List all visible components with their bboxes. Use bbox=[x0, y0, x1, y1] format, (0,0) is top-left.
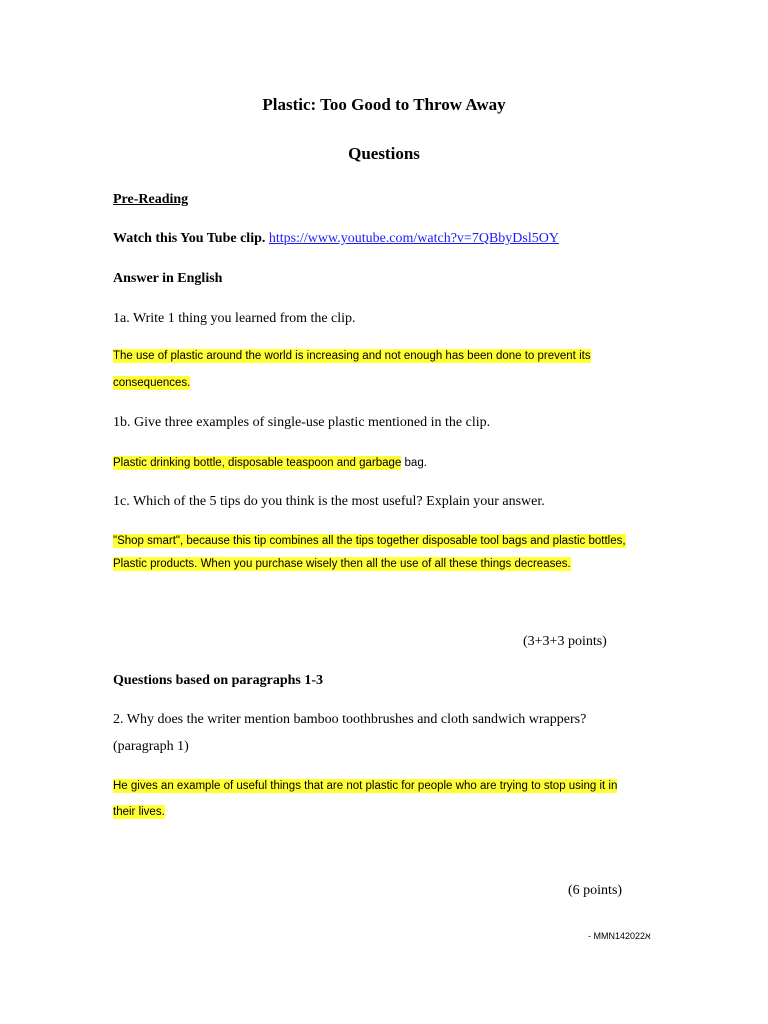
question-2-line1: 2. Why does the writer mention bamboo toothbrushes and cloth sandwich wrappers? bbox=[113, 712, 587, 727]
question-1b: 1b. Give three examples of single-use plastic mentioned in the clip. bbox=[113, 415, 491, 430]
youtube-link[interactable]: https://www.youtube.com/watch?v=7QBbyDsl5OY bbox=[268, 231, 559, 246]
answer-2-line2-text: their lives. bbox=[113, 806, 165, 818]
answer-1a-line1 bbox=[113, 349, 591, 363]
question-2-line2: (paragraph 1) bbox=[113, 739, 189, 754]
question-1a: 1a. Write 1 thing you learned from the clip. bbox=[113, 311, 356, 326]
answer-2-line1 bbox=[113, 779, 617, 793]
answer-1c-line1 bbox=[113, 534, 626, 548]
answer-1a-line2 bbox=[113, 376, 190, 390]
document-subtitle: Questions bbox=[348, 144, 420, 163]
answer-2-line1-text: He gives an example of useful things that are not plastic for people who are trying to stop using it in bbox=[113, 780, 618, 792]
answer-1a-line1-text: The use of plastic around the world is increasing and not enough has been done to prevent its bbox=[113, 350, 591, 362]
answer-1c-line2 bbox=[113, 557, 571, 571]
footer-code: - MMN14א2022 bbox=[588, 931, 651, 941]
answer-1c-line1-text: "Shop smart", because this tip combines all the tips together disposable tool bags and plastic bottles, bbox=[113, 535, 626, 547]
question-1c: 1c. Which of the 5 tips do you think is the most useful? Explain your answer. bbox=[113, 494, 545, 509]
answer-instruction: Answer in English bbox=[113, 271, 223, 286]
section-heading-prereading: Pre-Reading bbox=[113, 192, 189, 207]
watch-label: Watch this You Tube clip. bbox=[113, 231, 266, 246]
document-title: Plastic: Too Good to Throw Away bbox=[262, 95, 506, 114]
section-heading-questions: Questions based on paragraphs 1-3 bbox=[113, 673, 324, 688]
answer-1a-line2-text: consequences. bbox=[113, 377, 191, 389]
answer-1b-rest: bag. bbox=[401, 457, 427, 469]
answer-1b bbox=[113, 456, 427, 470]
answer-1c-line2-text: Plastic products. When you purchase wisely then all the use of all these things decreases. bbox=[113, 558, 571, 570]
answer-1b-highlighted: Plastic drinking bottle, disposable teaspoon and garbage bbox=[113, 457, 402, 469]
answer-2-line2 bbox=[113, 805, 165, 819]
points-2: (6 points) bbox=[568, 883, 623, 898]
points-1: (3+3+3 points) bbox=[523, 634, 607, 649]
watch-instruction-line bbox=[113, 231, 559, 247]
